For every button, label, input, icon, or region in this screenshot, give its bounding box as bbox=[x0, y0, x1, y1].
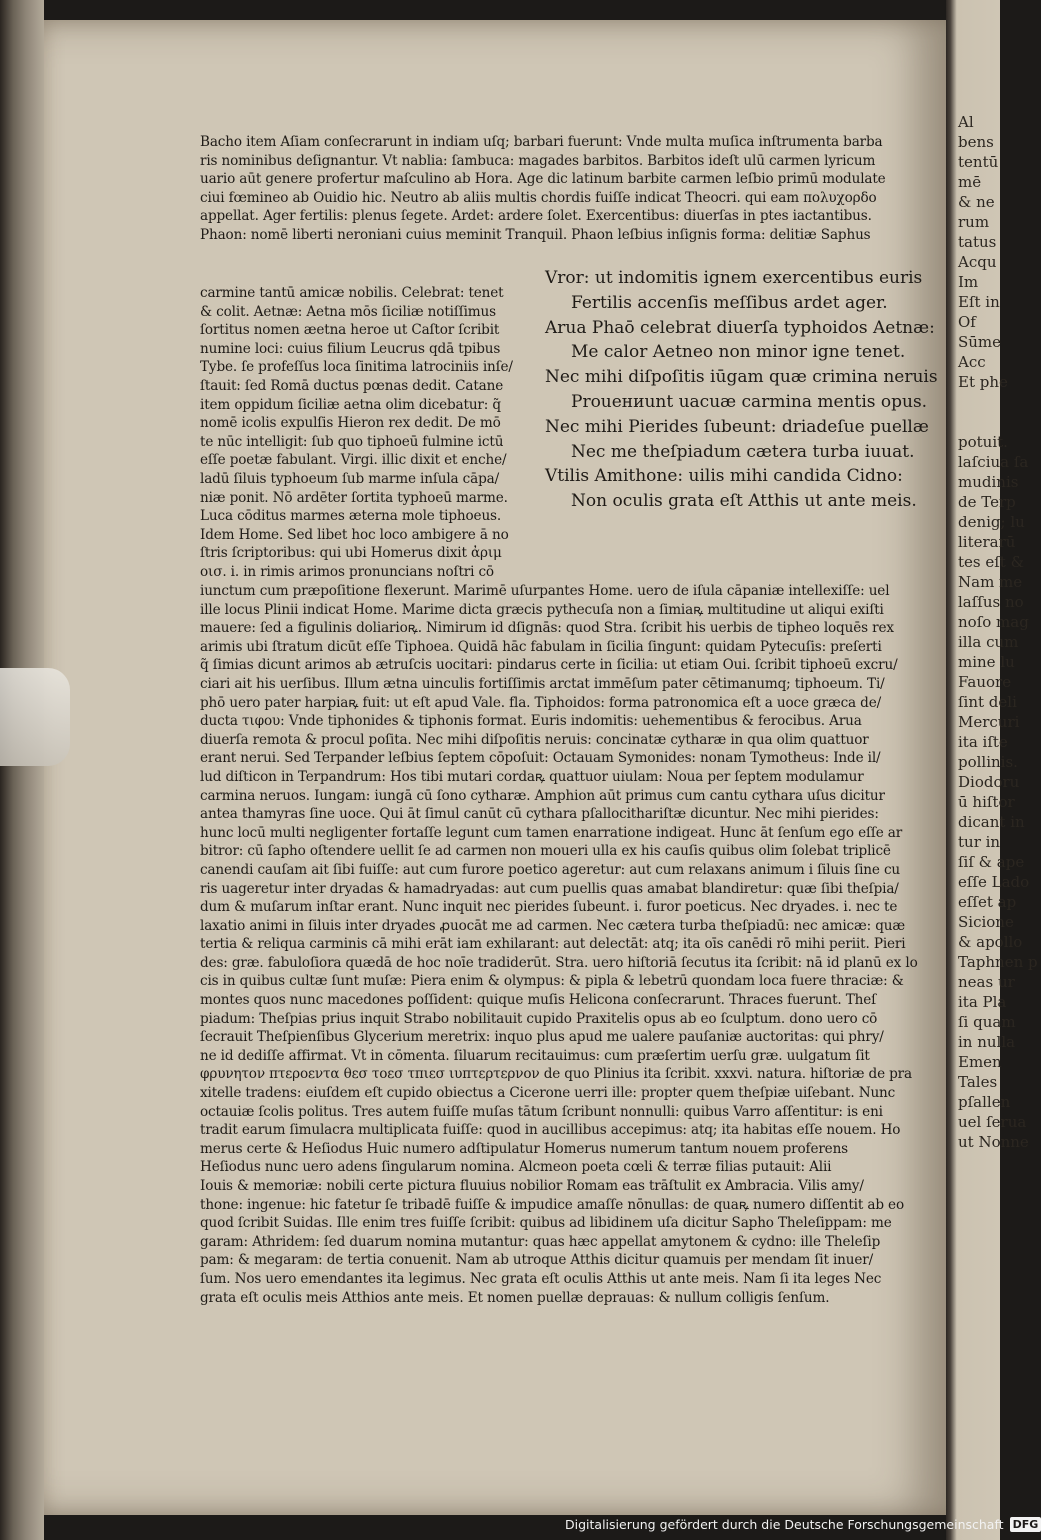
margin-fragment: Sicione bbox=[958, 913, 1014, 931]
margin-fragment: Tales bbox=[958, 1073, 998, 1091]
margin-fragment: bens bbox=[958, 133, 994, 151]
margin-fragment: Taphnen p bbox=[958, 953, 1038, 971]
margin-fragment: Nam me bbox=[958, 573, 1023, 591]
text-line: appellat. Ager fertilis: plenus ſegete. Ardet: ardere ſolet. Exercentibus: diuerſas in ptes iactantibus. bbox=[200, 208, 872, 225]
text-line: dum & muſarum inſtar erant. Nunc inquit nec pierides ſubeunt. i. furor poeticus. Nec dryades. i. nec te bbox=[200, 899, 898, 916]
text-line: thone: ingenue: hic fatetur ſe tribadē fuiſſe & impudice amaſſe nōnullas: de quaꝶ numero diſſentit ab eo bbox=[200, 1196, 904, 1213]
margin-fragment: Al bbox=[958, 113, 974, 131]
text-line: hunc locū multi negligenter fortaſſe legunt cum tamen enarratione indigeat. Hunc āt ſenſum ego eſſe ar bbox=[200, 824, 903, 841]
digitization-credit bbox=[565, 1512, 1039, 1536]
margin-fragment: uel ſerua bbox=[958, 1113, 1027, 1131]
text-line: uario aūt genere profertur maſculino ab Hora. Age dic latinum barbite carmen leſbio primū modulate bbox=[200, 171, 886, 188]
text-line: laxatio animi in ſiluis inter dryades ꝓuocāt me ad carmen. Nec cætera turba theſpiadū: nec amicæ: quæ bbox=[200, 917, 906, 934]
margin-fragment: ita iſte bbox=[958, 733, 1008, 751]
margin-fragment: laſciua ſa bbox=[958, 453, 1029, 471]
text-line: ris uageretur inter dryadas & hamadryadas: aut cum puellis quas amabat blandiretur: quæ ſibi theſpia/ bbox=[200, 880, 899, 897]
text-line: te nūc intelligit: ſub quo tiphoeū fulmine ictū bbox=[200, 433, 504, 450]
text-line: ducta τιφου: Vnde tiphonides & tiphonis format. Euris indomitis: uehementibus & ferocibus. Arua bbox=[200, 713, 862, 730]
page-edges bbox=[0, 0, 44, 1540]
text-line: ſtris ſcriptoribus: qui ubi Homerus dixit ἀριμ bbox=[200, 545, 502, 562]
dfg-logo: DFG bbox=[1010, 1517, 1041, 1532]
margin-fragment: potuit. bbox=[958, 433, 1008, 451]
margin-fragment: tur in bbox=[958, 833, 1001, 851]
margin-fragment: laſſus no bbox=[958, 593, 1024, 611]
margin-fragment: Im bbox=[958, 273, 979, 291]
verse-line: Fertilis accenſis meſſibus ardet ager. bbox=[571, 292, 888, 313]
text-line: nomē icolis expulſis Hieron rex dedit. De mō bbox=[200, 415, 501, 432]
margin-fragment: ſint deli bbox=[958, 693, 1017, 711]
margin-fragment: Et phe bbox=[958, 373, 1008, 391]
text-line: ladū ſiluis typhoeum ſub marme inſula cāpa/ bbox=[200, 470, 500, 487]
text-line: lud diſticon in Terpandrum: Hos tibi mutari cordaꝶ quattuor uiulam: Noua per ſeptem modulamur bbox=[200, 768, 864, 785]
text-line: q̃ ſimias dicunt arimos ab ætruſcis uocitari: pindarus certe in ſicilia: ut etiam Oui. ſcribit tiphoeū excru/ bbox=[200, 657, 898, 674]
margin-fragment: tatus bbox=[958, 233, 997, 251]
footer-text: Digitalisierung gefördert durch die Deutsche Forschungsgemeinschaft bbox=[565, 1516, 1004, 1532]
verse-line: Arua Phaō celebrat diuerſa typhoidos Aetnæ: bbox=[545, 317, 935, 338]
verse-block bbox=[545, 266, 945, 514]
text-line: ſecrauit Theſpienſibus Glycerium meretrix: inquo plus apud me ualere pauſaniæ auctoritas: qui phry/ bbox=[200, 1029, 884, 1046]
text-line: piadum: Theſpias prius inquit Strabo nobilitauit cupido Praxitelis opus ab eo ſculptum. dono uero cō bbox=[200, 1010, 878, 1027]
margin-fragment: illa cum bbox=[958, 633, 1019, 651]
text-line: mauere: ſed a figulinis doliarioꝶ. Nimirum id dſignās: quod Stra. ſcribit his uerbis de tipheo loquēs rex bbox=[200, 620, 894, 637]
commentary-top-block bbox=[200, 133, 940, 245]
margin-fragment: noſo mag bbox=[958, 613, 1029, 631]
text-line: bitror: cū ſapho oſtendere uellit ſe ad carmen non moueri ulla ex his cauſis quibus olim ſolebat triplicē bbox=[200, 843, 891, 860]
margin-fragment: Sūme bbox=[958, 333, 1002, 351]
margin-fragment: tes eſt & bbox=[958, 553, 1024, 571]
verse-line: Nec me theſpiadum cætera turba iuuat. bbox=[571, 441, 915, 462]
verse-line: Vror: ut indomitis ignem exercentibus euris bbox=[545, 268, 923, 288]
margin-fragment: ſi quam bbox=[958, 1013, 1016, 1031]
margin-fragment: Acc bbox=[958, 353, 986, 371]
text-line: grata eſt oculis meis Atthios ante meis. Et nomen puellæ deprauas: & nullum colligis ſenſum. bbox=[200, 1289, 830, 1306]
margin-fragment: de Terp bbox=[958, 493, 1016, 511]
margin-fragment: eſſet ap bbox=[958, 893, 1017, 911]
text-line: des: græ. fabuloſiora quædā de hoc noīe tradiderūt. Stra. uero hiſtoriā ſecutus ita ſcribit: nā id planū ex lo bbox=[200, 954, 918, 971]
margin-fragment: Of bbox=[958, 313, 976, 331]
margin-fragment: rum bbox=[958, 213, 990, 231]
margin-fragment: Acqu bbox=[958, 253, 997, 271]
margin-fragment: Fauore bbox=[958, 673, 1012, 691]
text-line: ris nominibus deſignantur. Vt nablia: ſambuca: magades barbitos. Barbitos ideſt ulū carmen lyricum bbox=[200, 152, 876, 169]
verse-line: Prouениunt uacuæ carmina mentis opus. bbox=[571, 391, 928, 412]
text-line: φρυνητον πτεροεντα θεσ τοεσ τπιεσ ιυπτερτερνον de quo Plinius ita ſcribit. xxxvi. natura. hiſtoriæ de pra bbox=[200, 1066, 912, 1083]
text-line: ſtauit: ſed Romā ductus pœnas dedit. Catane bbox=[200, 377, 504, 394]
text-line: ille locus Plinii indicat Home. Marime dicta græcis pythecuſa non a ſimiaꝶ multitudine ut aliqui exiſti bbox=[200, 601, 884, 618]
text-line: ciari ait his uerſibus. Illum ætna uinculis fortiſſimis arctat immēſum pater cētimanumq; tiphoeum. Ti/ bbox=[200, 675, 885, 692]
verse-line: Nec mihi Pierides ſubeunt: driadeſue puellæ bbox=[545, 416, 929, 437]
commentary-left-column bbox=[200, 284, 540, 582]
text-line: phō uero pater harpiaꝶ fuit: ut eſt apud Vale. fla. Tiphoidos: forma patronomica eſt a uoce græca de/ bbox=[200, 694, 882, 711]
verse-line: Me calor Aetneo non minor igne tenet. bbox=[571, 342, 906, 363]
margin-fragment: literarū bbox=[958, 533, 1016, 551]
text-line: xitelle tradens: eiuſdem eſt cupido obiectus a Cicerone uerri ille: propter quem theſpiæ uiſebant. Nunc bbox=[200, 1085, 896, 1102]
verse-line: Non oculis grata eſt Atthis ut ante meis. bbox=[571, 491, 917, 512]
margin-fragment: Eſt in bbox=[958, 293, 1000, 311]
margin-fragment: mine lu bbox=[958, 653, 1015, 671]
text-line: tertia & reliqua carminis cā mihi erāt iam exhilarant: aut delectāt: atq; ita oīs canēdi rō mihi periit. Pieri bbox=[200, 936, 906, 953]
text-line: Luca cōditus marmes æterna mole tiphoeus. bbox=[200, 508, 502, 525]
margin-fragment: neas ur bbox=[958, 973, 1015, 991]
margin-fragment: tentū bbox=[958, 153, 999, 171]
margin-fragment: eſſe Lado bbox=[958, 873, 1030, 891]
text-line: Tybe. ſe profeſſus loca ſinitima latrociniis inſe/ bbox=[200, 359, 513, 376]
text-line: ſum. Nos uero emendantes ita legimus. Nec grata eſt oculis Atthis ut ante meis. Nam ſi ita leges Nec bbox=[200, 1270, 882, 1287]
text-line: montes quos nunc macedones poſſident: quique muſis Helicona conſecrarunt. Thraces fuerunt. Theſ bbox=[200, 992, 877, 1009]
text-line: eſſe poetæ fabulant. Virgi. illic dixit et enche/ bbox=[200, 452, 507, 469]
text-line: ſortitus nomen æetna heroe ut Caſtor ſcribit bbox=[200, 322, 500, 339]
text-line: Bacho item Aſiam conſecrarunt in indiam uſq; barbari fuerunt: Vnde multa muſica inſtrumenta barba bbox=[200, 134, 883, 150]
text-line: arimis ubi ſtratum dicūt eſſe Tiphoea. Quidā hāc fabulam in ſicilia ſingunt: quidam Pytecuſis: preſerti bbox=[200, 638, 882, 655]
margin-fragment: Mercuri bbox=[958, 713, 1020, 731]
text-line: οισ. i. in rimis arimos pronuncians noſtri cō bbox=[200, 563, 494, 580]
text-line: niæ ponit. Nō ardēter ſortita typhoeū marme. bbox=[200, 489, 508, 506]
margin-fragment: ut Nonne bbox=[958, 1133, 1029, 1151]
text-line: quod ſcribit Suidas. Ille enim tres fuiſſe ſcribit: quibus ad libidinem uſa dicitur Sapho Theleſippam: me bbox=[200, 1215, 892, 1232]
text-line: canendi cauſam ait ſibi fuiſſe: aut cum furore poetico ageretur: aut cum relaxans animum i ſiluis ſine cu bbox=[200, 861, 901, 878]
text-line: tradit earum ſimulacra multiplicata fuiſſe: quod in aucillibus accepimus: atq; ita habitas eſſe nouem. Ho bbox=[200, 1122, 901, 1139]
margin-fragment: ſiſ & ape bbox=[958, 853, 1025, 871]
text-line: ciui fœmineo ab Ouidio hic. Neutro ab aliis multis chordis fuiſſe indicat Theocri. qui eam πολυχορδο bbox=[200, 189, 877, 206]
text-line: Idem Home. Sed libet hoc loco ambigere ā no bbox=[200, 526, 509, 543]
text-line: Phaon: nomē liberti neroniani cuius meminit Tranquil. Phaon leſbius inſignis forma: delitiæ Saphus bbox=[200, 226, 871, 243]
margin-fragment: pollinis. bbox=[958, 753, 1018, 771]
margin-fragment: Diodoru bbox=[958, 773, 1020, 791]
margin-fragment: in nulla bbox=[958, 1033, 1016, 1051]
margin-fragment: denig; lu bbox=[958, 513, 1025, 531]
text-line: pam: & megaram: de tertia conuenit. Nam ab utroque Atthis dicitur quamuis per mendam ſit inuer/ bbox=[200, 1252, 874, 1269]
margin-fragment: mudinis bbox=[958, 473, 1019, 491]
text-line: diuerſa remota & procul poſita. Nec mihi diſpoſitis neruis: concinatæ cytharæ in qua olim quattuor bbox=[200, 731, 869, 748]
verse-line: Nec mihi diſpoſitis iūgam quæ crimina neruis bbox=[545, 367, 938, 388]
text-line: Iouis & memoriæ: nobili certe pictura fluuius nobilior Romam eas trāſtulit ex Ambracia. Vilis amy/ bbox=[200, 1178, 864, 1194]
text-line: item oppidum ſiciliæ aetna olim dicebatur: q̃ bbox=[200, 396, 501, 413]
verse-line: Vtilis Amithone: uilis mihi candida Cidno: bbox=[545, 466, 903, 487]
text-line: iunctum cum præpoſitione flexerunt. Marimē uſurpantes Home. uero de iſula cāpaniæ intellexiſſe: uel bbox=[200, 583, 890, 599]
text-line: & colit. Aetnæ: Aetna mōs ſiciliæ notiſſimus bbox=[200, 303, 496, 320]
margin-fragment: & ne bbox=[958, 193, 995, 211]
text-line: antea thamyras ſine uoce. Qui āt ſimul canūt cū cythara pſallocithariſtæ dicuntur. Nec mihi pierides: bbox=[200, 806, 879, 823]
margin-fragment: dicant in bbox=[958, 813, 1025, 831]
margin-fragment: & apollo bbox=[958, 933, 1023, 951]
margin-fragment: ita Pla bbox=[958, 993, 1007, 1011]
margin-fragment: ū hiſtor bbox=[958, 793, 1015, 811]
text-line: Heſiodus nunc uero adens ſingularum nomina. Alcmeon poeta cœli & terræ filias putauit: Alii bbox=[200, 1159, 832, 1176]
margin-fragment: mē bbox=[958, 173, 982, 191]
bookmark-tab bbox=[0, 668, 70, 766]
text-line: octauiæ ſcolis politus. Tres autem fuiſſe muſas tātum ſcribunt nonnulli: quibus Varro aſſentitur: is eni bbox=[200, 1103, 883, 1120]
margin-fragment: pſallen bbox=[958, 1093, 1011, 1111]
text-line: garam: Athridem: ſed duarum nomina mutantur: quas hæc appellat amytonem & cydno: ille Theleſip bbox=[200, 1233, 881, 1250]
text-line: carmine tantū amicæ nobilis. Celebrat: tenet bbox=[200, 285, 504, 301]
commentary-main-block bbox=[200, 582, 940, 1307]
text-line: merus certe & Heſiodus Huic numero adſtipulatur Homerus numerum tantum nouem proferens bbox=[200, 1140, 849, 1157]
text-line: numine loci: cuius filium Leucrus qdā tpibus bbox=[200, 340, 501, 357]
text-line: erant nerui. Sed Terpander leſbius ſeptem cōpoſuit: Octauam Symonides: nonam Tymotheus: Inde il/ bbox=[200, 750, 881, 767]
margin-fragment: Emen bbox=[958, 1053, 1002, 1071]
text-line: ne id dediſſe affirmat. Vt in cōmenta. ſiluarum recitauimus: cum præſertim uerſu græ. uulgatum ſit bbox=[200, 1047, 870, 1064]
text-line: cis in quibus cultæ ſunt muſæ: Piera enim & olympus: & pipla & lebetrū quondam loca fuere thraciæ: & bbox=[200, 973, 904, 990]
text-line: carmina neruos. Iungam: iungā cū ſono cytharæ. Amphion aūt primus cum cantu cythara uſus dicitur bbox=[200, 787, 885, 804]
